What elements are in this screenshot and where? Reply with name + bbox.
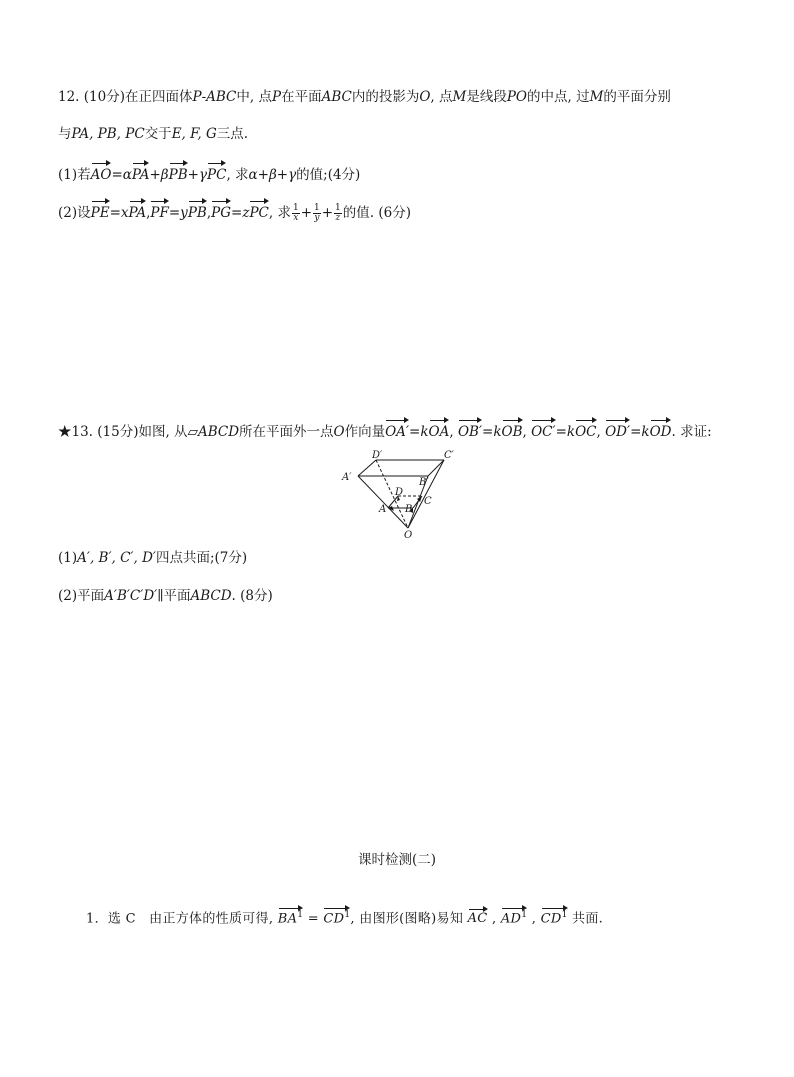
text: = (111, 167, 123, 183)
vector-cd1 (323, 906, 350, 926)
answer-line (86, 906, 603, 926)
text: 13. (15分)如图, 从 (71, 424, 188, 440)
text: , 点 (430, 89, 453, 105)
text: + (321, 205, 334, 221)
edge-d1o (376, 460, 408, 528)
var: PA, PB, PC (71, 126, 145, 142)
vec-text: OA (385, 424, 406, 440)
text: 的值;(4分) (296, 167, 361, 183)
vec-text: CD (323, 911, 345, 927)
text: = (307, 911, 319, 927)
label-b: B (405, 504, 413, 515)
text: 的中点, 过 (526, 89, 590, 105)
numerator: 1 (292, 203, 299, 213)
text: = (109, 205, 121, 221)
vec-text: CD (540, 911, 562, 927)
text: , (206, 205, 212, 221)
label-b-prime: B′ (419, 477, 429, 488)
var: A′B′C′D′ (104, 588, 158, 604)
fraction-1-over-z (334, 204, 342, 223)
edge-b1c1 (428, 460, 444, 476)
text: = (231, 205, 243, 221)
denominator: y (314, 213, 320, 223)
vector-od: OD (650, 418, 672, 442)
var: O (419, 89, 431, 105)
label-d-prime: D′ (372, 450, 383, 461)
text: (2)设 (58, 205, 91, 221)
text: 内的投影为 (351, 89, 420, 105)
var: ABC (206, 89, 237, 105)
parallelogram-icon: ▱ (187, 424, 198, 440)
var: P (192, 89, 202, 105)
text: = (630, 424, 642, 440)
var: PO (506, 89, 527, 105)
text: 三点. (216, 126, 249, 142)
vector-pf: PF (150, 199, 168, 223)
q12-part1 (58, 161, 360, 185)
text: 作向量 (344, 424, 386, 440)
text: 的值. (6分) (342, 205, 411, 221)
var: E, F, G (171, 126, 217, 142)
text: 共面. (572, 911, 604, 927)
text: . 求证: (671, 424, 712, 440)
text: 交于 (144, 126, 172, 142)
vector-pg: PG (211, 199, 231, 223)
edge-a1d1 (358, 460, 376, 476)
text: + (149, 167, 161, 183)
var: k (493, 424, 502, 440)
vector-od-prime (605, 418, 630, 442)
vector-oc: OC (575, 418, 596, 442)
var: k (566, 424, 576, 440)
label-a-prime: A′ (342, 472, 352, 483)
label-a: A (379, 504, 387, 515)
text: (2)平面 (58, 588, 105, 604)
var: z (242, 205, 250, 221)
var: ABCD (190, 588, 232, 604)
var: y (180, 205, 188, 221)
q12-line1 (58, 87, 671, 107)
q12-part2 (58, 199, 411, 223)
superscript: 1 (344, 910, 351, 920)
vec-text: BA (277, 911, 298, 927)
text: , (146, 205, 151, 221)
star-icon: ★ (58, 424, 72, 440)
vector-oc-prime (531, 418, 555, 442)
prime: ′ (552, 424, 556, 440)
vector-ba1 (278, 906, 304, 926)
prime: ′ (405, 424, 410, 440)
var: ABC (321, 89, 352, 105)
vec-text: OD (605, 424, 627, 440)
text: 的平面分别 (603, 89, 671, 105)
text: + (187, 167, 199, 183)
text: 与 (58, 126, 72, 142)
text: ∥平面 (157, 588, 191, 604)
vector-oa-prime (385, 418, 409, 442)
text: , 求 (268, 205, 291, 221)
text: = (409, 424, 421, 440)
text: (1) (58, 550, 78, 566)
vector-pa: PA (132, 161, 150, 185)
vec-text: OB (457, 424, 479, 440)
label-c: C (424, 496, 432, 507)
vector-cd1 (541, 906, 568, 926)
frustum-figure (336, 448, 466, 540)
prime: ′ (478, 424, 483, 440)
text: , (596, 424, 601, 440)
q12-line2 (58, 124, 248, 144)
text: , (531, 911, 537, 927)
var: M (452, 89, 467, 105)
var: A′, B′, C′, D′ (77, 550, 156, 566)
text: 1．选 C 由正方体的性质可得, (86, 911, 274, 927)
q13-line1 (58, 418, 712, 442)
var: k (420, 424, 429, 440)
text: 12. (10分)在正四面体 (58, 89, 193, 105)
var: α+β+γ (248, 167, 297, 183)
text: 在平面 (281, 89, 322, 105)
text: , 由图形(图略)易知 (350, 911, 464, 927)
label-o: O (404, 530, 413, 540)
numerator: 1 (314, 203, 320, 213)
var: M (589, 89, 604, 105)
vector-pb: PB (188, 199, 207, 223)
text: 是线段 (466, 89, 507, 105)
vector-ao: AO (91, 161, 112, 185)
text: , (449, 424, 454, 440)
var: ABCD (197, 424, 240, 440)
section-title: 课时检测(二) (357, 852, 437, 868)
var: γ (198, 167, 208, 183)
text: , 求 (226, 167, 249, 183)
var: O (333, 424, 345, 440)
vector-pe: PE (91, 199, 110, 223)
text: - (201, 89, 207, 105)
vec-text: AD (500, 911, 522, 927)
text: , (491, 911, 497, 927)
var: β (160, 167, 169, 183)
text: . (8分) (231, 588, 273, 604)
var: P (271, 89, 282, 105)
text: , (522, 424, 527, 440)
vector-ob: OB (502, 418, 523, 442)
prime: ′ (627, 424, 631, 440)
text: + (300, 205, 312, 221)
var: k (641, 424, 650, 440)
label-d: D (395, 487, 404, 498)
text: = (482, 424, 494, 440)
text: = (555, 424, 567, 440)
vector-oa: OA (429, 418, 450, 442)
vec-text: OC (531, 424, 553, 440)
numerator: 1 (335, 203, 341, 213)
vector-pc: PC (249, 199, 268, 223)
vector-ob-prime (458, 418, 482, 442)
fraction-1-over-y (313, 204, 321, 223)
vector-pb: PB (169, 161, 188, 185)
vector-pc: PC (207, 161, 226, 185)
edge-a1o (358, 476, 408, 528)
var: x (120, 205, 129, 221)
superscript: 1 (297, 910, 304, 920)
text: = (168, 205, 181, 221)
edge-c1o (408, 460, 444, 528)
vector-pa: PA (129, 199, 147, 223)
superscript: 1 (561, 910, 568, 920)
q13-part2 (58, 586, 273, 606)
denominator: x (293, 213, 299, 223)
vector-ac: AC (468, 907, 488, 926)
superscript: 1 (521, 910, 528, 920)
fraction-1-over-x (292, 204, 300, 223)
vector-ad1 (501, 906, 527, 926)
text: 中, 点 (236, 89, 272, 105)
var: α (122, 167, 132, 183)
text: 所在平面外一点 (239, 424, 334, 440)
denominator: z (335, 213, 341, 223)
q13-part1 (58, 548, 247, 568)
label-c-prime: C′ (444, 450, 454, 461)
text: (1)若 (58, 167, 91, 183)
text: 四点共面;(7分) (155, 550, 248, 566)
